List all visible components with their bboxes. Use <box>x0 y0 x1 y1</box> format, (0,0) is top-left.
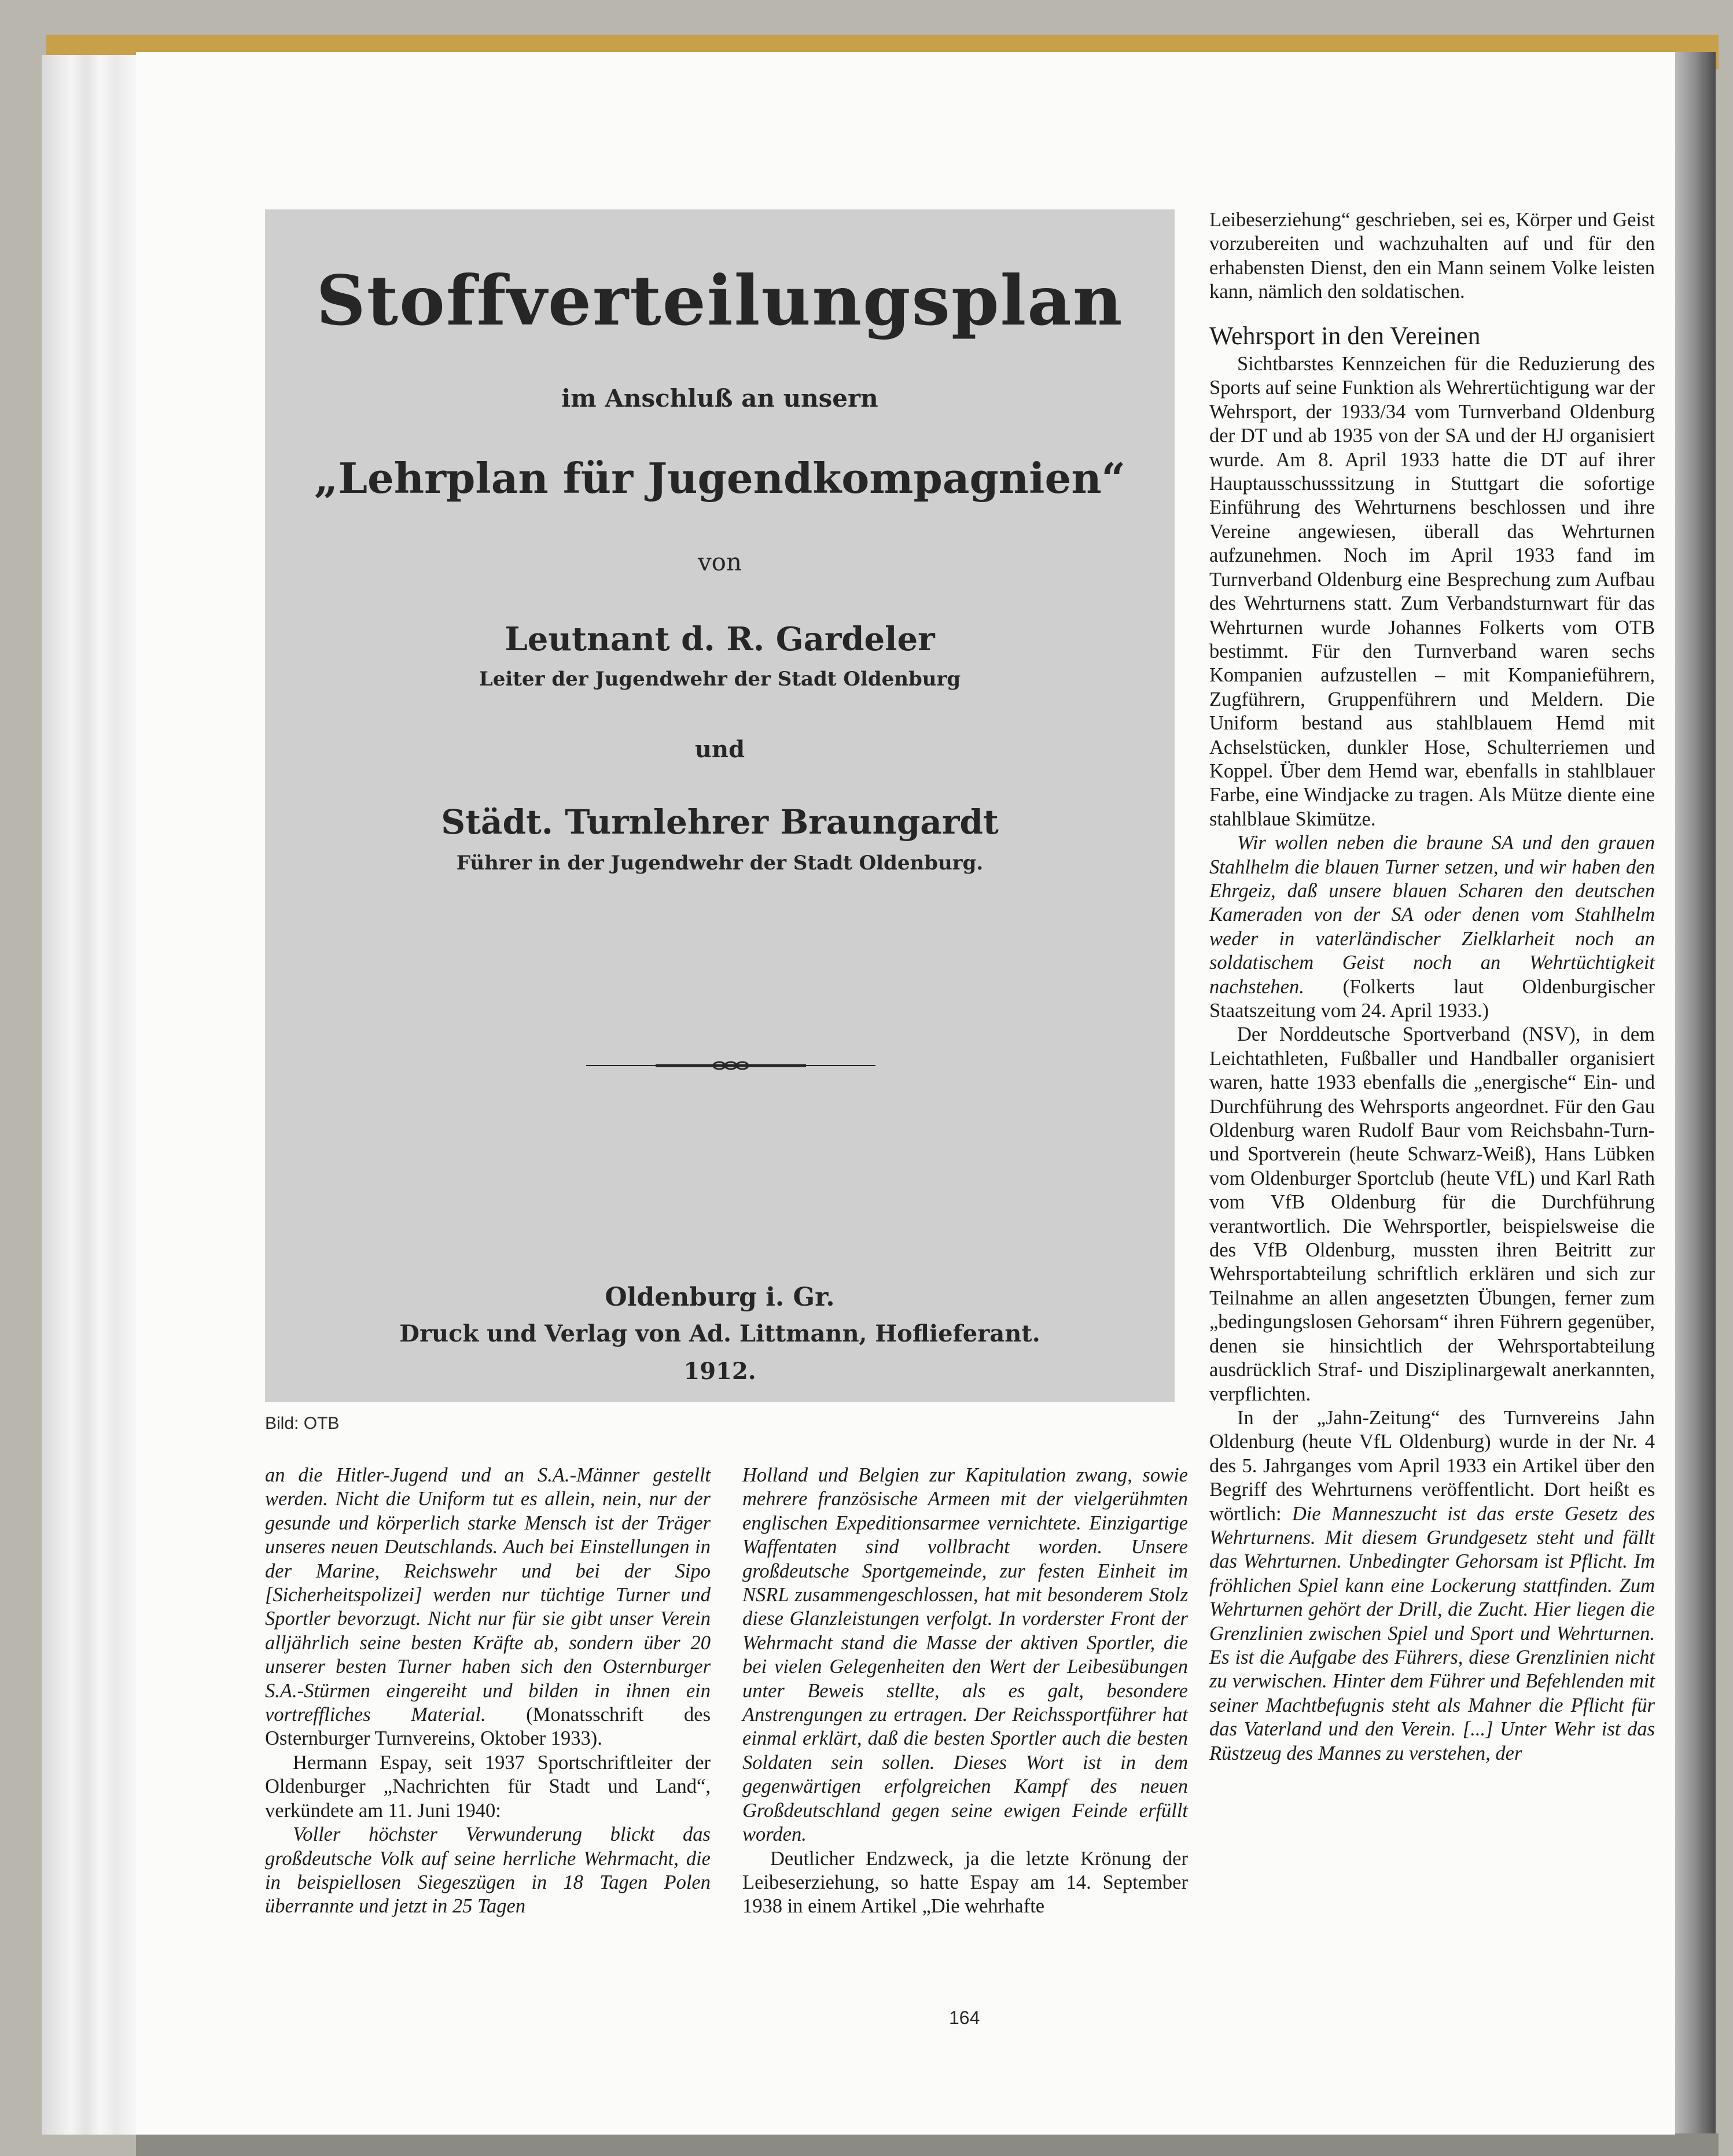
paragraph: an die Hitler-Jugend und an S.A.-Männer gestellt werden. Nicht die Uniform tut es allein, nein, nur der gesunde und körperlich starke Mensch ist der Träger unseres neuen Deutschlands. Auch bei Einstellungen in der Marine, Reichswehr und bei der Sipo [Sicherheitspolizei] werden nur tüchtige Turner und Sportler bevorzugt. Nicht nur für sie gibt unser Verein alljährlich seine besten Kräfte ab, sondern über 20 unserer besten Turner haben sich den Osternburger S.A.-Stürmen eingereiht und bilden in ihnen ein vortreffliches Material. (Monatsschrift des Osternburger Turnvereins, Oktober 1933). <box>265 1464 711 1750</box>
plate-author1-role: Leiter der Jugendwehr der Stadt Oldenburg <box>479 668 961 691</box>
text-column-3 <box>1209 208 1655 1766</box>
text-column-2 <box>742 1464 1188 1919</box>
plate-place: Oldenburg i. Gr. <box>605 1282 835 1312</box>
plate-title: Stoffverteilungsplan <box>316 260 1124 341</box>
paragraph: In der „Jahn-Zeitung“ des Turnvereins Jahn Oldenburg (heute VfL Oldenburg) wurde in der Nr. 4 des 5. Jahrganges vom April 1933 ein Artikel über den Begriff des Wehrturnens veröffentlicht. Dort heißt es wörtlich: Die Manneszucht ist das erste Gesetz des Wehrturnens. Mit diesem Grundgesetz steht und fällt das Wehrturnen. Unbedingter Gehorsam ist Pflicht. Im fröhlichen Spiel kann eine Lockerung stattfinden. Zum Wehrturnen gehört der Drill, die Zucht. Hier liegen die Grenzlinien zwischen Spiel und Sport und Wehrturnen. Es ist die Aufgabe des Führers, diese Grenzlinien nicht zu verwischen. Hinter dem Führer und Befehlenden mit seiner Machtbefugnis steht als Mahner die Pflicht für das Vaterland und den Verein. [...] Unter Wehr ist das Rüstzeug des Mannes zu verstehen, der <box>1209 1406 1655 1764</box>
title-page-illustration <box>265 209 1175 1402</box>
paragraph: Wir wollen neben die braune SA und den grauen Stahlhelm die blauen Turner setzen, und wir haben den Ehrgeiz, daß unsere blauen Scharen den deutschen Kameraden von der SA oder denen vom Stahlhelm weder in vaterländischer Zielklarheit noch an soldatischem Geist noch an Wehrtüchtigkeit nachstehen. (Folkerts laut Oldenburgischer Staatszeitung vom 24. April 1933.) <box>1209 832 1655 1022</box>
page-stack-edge <box>42 55 140 2135</box>
plate-author2-role: Führer in der Jugendwehr der Stadt Oldenburg. <box>456 852 984 875</box>
plate-und: und <box>694 736 745 763</box>
paragraph: Deutlicher Endzweck, ja die letzte Krönung der Leibeserziehung, so hatte Espay am 14. September 1938 in einem Artikel „Die wehrhafte <box>742 1847 1188 1918</box>
plate-line-anschluss: im Anschluß an unsern <box>561 384 878 412</box>
plate-author2-name: Städt. Turnlehrer Braungardt <box>441 802 999 842</box>
text-column-1 <box>265 1464 711 1919</box>
plate-publisher: Druck und Verlag von Ad. Littmann, Hoflieferant. <box>399 1320 1040 1347</box>
paragraph: Leibeserziehung“ geschrieben, sei es, Körper und Geist vorzubereiten und wachzuhalten auf und für den erhabensten Dienst, den ein Mann seinem Volke leisten kann, nämlich den soldatischen. <box>1209 209 1655 303</box>
book-bottom-edge <box>136 2133 1719 2156</box>
image-caption: Bild: OTB <box>265 1414 340 1433</box>
plate-year: 1912. <box>683 1358 756 1385</box>
plate-author1-name: Leutnant d. R. Gardeler <box>505 620 935 658</box>
book-spine-shadow <box>1669 52 1716 2135</box>
page-number: 164 <box>949 2007 980 2028</box>
paragraph: Sichtbarstes Kennzeichen für die Reduzierung des Sports auf seine Funktion als Wehrertüchtigung war der Wehrsport, der 1933/34 vom Turnverband Oldenburg der DT und ab 1935 von der SA und der HJ organisiert wurde. Am 8. April 1933 hatte die DT auf ihrer Hauptausschusssitzung in Stuttgart die sofortige Einführung des Wehrturnens beschlossen und ihre Vereine angewiesen, überall das Wehrturnen aufzunehmen. Noch im April 1933 fand im Turnverband Oldenburg eine Besprechung zum Aufbau des Wehrturnens statt. Zum Verbandsturnwart für das Wehrturnen wurde Johannes Folkerts vom OTB bestimmt. Für den Turnverband waren sechs Kompanien aufzustellen – mit Kompanieführern, Zugführern, Gruppenführern und Meldern. Die Uniform bestand aus stahlblauem Hemd mit Achselstücken, dunkler Hose, Schulterriemen und Koppel. Über dem Hemd war, ebenfalls in stahlblauer Farbe, eine Windjacke zu tragen. Als Mütze diente eine stahlblaue Skimütze. <box>1209 353 1655 830</box>
plate-lehrplan-title: „Lehrplan für Jugendkompagnien“ <box>314 454 1126 503</box>
decorative-rule <box>586 1057 875 1074</box>
paragraph: Der Norddeutsche Sportverband (NSV), in dem Leichtathleten, Fußballer und Handballer organisiert waren, hatte 1933 ebenfalls die „energische“ Ein- und Durchführung des Wehrsports angeordnet. Für den Gau Oldenburg waren Rudolf Baur vom Reichsbahn-Turn- und Sportverein (heute Schwarz-Weiß), Hans Lübken vom Oldenburger Sportclub (heute VfL) und Karl Rath vom VfB Oldenburg für die Durchführung verantwortlich. Die Wehrsportler, beispielsweise die des VfB Oldenburg, mussten ihren Beitritt zur Wehrsportabteilung schriftlich erklären und sich zur Teilnahme an allen angesetzten Übungen, ferner zum „bedingungslosen Gehorsam“ ihren Führern gegenüber, denen sie hinsichtlich der Wehrsportabteilung ausdrücklich Straf- und Disziplinargewalt anerkannten, verpflichten. <box>1209 1023 1655 1405</box>
paragraph: Holland und Belgien zur Kapitulation zwang, sowie mehrere französische Armeen mit der vielgerühmten englischen Expeditionsarmee vernichtete. Einzigartige Waffentaten sind vollbracht worden. Unsere großdeutsche Sportgemeinde, zur festen Einheit im NSRL zusammengeschlossen, hat mit besonderem Stolz diese Glanzleistungen verfolgt. In vorderster Front der Wehrmacht stand die Masse der aktiven Sportler, die bei vielen Gelegenheiten den Wert der Leibesübungen unter Beweis stellte, als es galt, besondere Anstrengungen zu ertragen. Der Reichssportführer hat einmal erklärt, daß die besten Sportler auch die besten Soldaten sein sollen. Dieses Wort ist in dem gegenwärtigen erfolgreichen Kampf des neuen Großdeutschland gegen seine ewigen Feinde erfüllt worden. <box>742 1464 1188 1846</box>
section-heading: Wehrsport in den Vereinen <box>1209 321 1481 350</box>
paragraph: Hermann Espay, seit 1937 Sportschriftleiter der Oldenburger „Nachrichten für Stadt und Land“, verkündete am 11. Juni 1940: <box>265 1751 711 1822</box>
paragraph: Voller höchster Verwunderung blickt das großdeutsche Volk auf seine herrliche Wehrmacht, die in beispiellosen Siegeszügen in 18 Tagen Polen überrannte und jetzt in 25 Tagen <box>265 1823 711 1918</box>
plate-von: von <box>697 548 742 576</box>
